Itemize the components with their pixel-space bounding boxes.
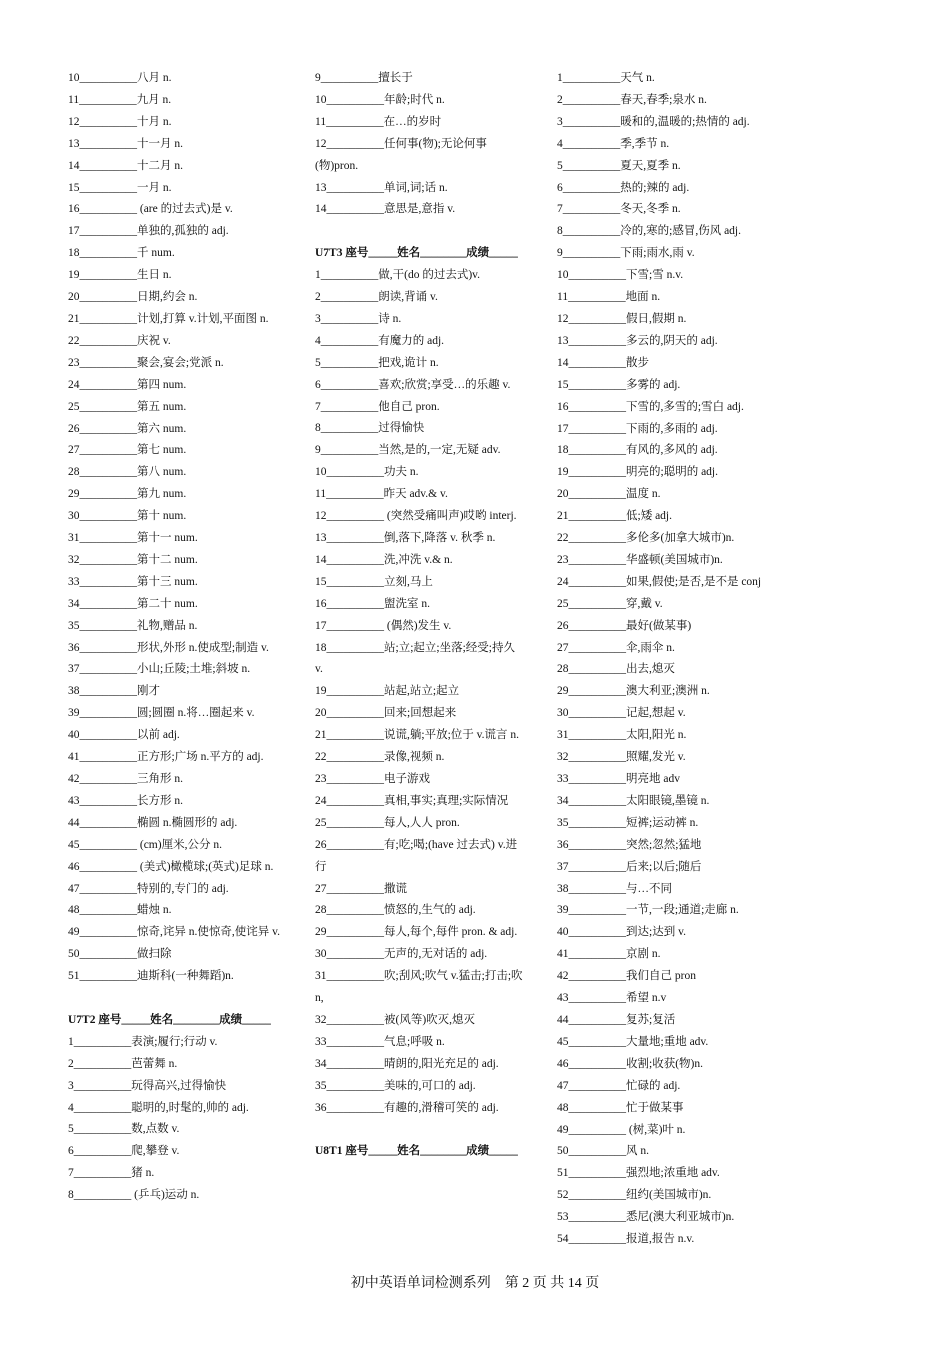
vocab-item: 5__________夏天,夏季 n. <box>557 159 681 172</box>
vocab-item: 19__________生日 n. <box>68 269 172 282</box>
column-2 <box>315 68 523 1163</box>
vocab-item: 46__________ (美式)橄榄球;(英式)足球 n. <box>68 860 274 873</box>
vocab-item: 5__________数,点数 v. <box>68 1123 180 1136</box>
vocab-item: 42__________我们自己 pron <box>557 970 696 983</box>
section-header-u8t1: U8T1 座号_____姓名________成绩_____ <box>315 1145 518 1158</box>
section-header-u7t3: U7T3 座号_____姓名________成绩_____ <box>315 247 518 260</box>
vocab-item: 16__________ (are 的过去式)是 v. <box>68 203 233 216</box>
vocab-item: 25__________第五 num. <box>68 400 187 413</box>
vocab-item: 2__________春天,春季;泉水 n. <box>557 93 707 106</box>
vocab-item: 33__________气息;呼吸 n. <box>315 1035 445 1048</box>
vocab-item: 36__________突然;忽然;猛地 <box>557 838 702 851</box>
vocab-item: 13__________多云的,阴天的 adj. <box>557 334 718 347</box>
vocab-item: 4__________有魔力的 adj. <box>315 334 445 347</box>
item-list-3 <box>557 68 772 1251</box>
vocab-item: 32__________照耀,发光 v. <box>557 751 686 764</box>
vocab-item: 9__________擅长于 <box>315 72 413 84</box>
vocab-item: 31__________吹;刮风;吹气 v.猛击;打击;吹 n, <box>315 970 523 1005</box>
vocab-item: 28__________出去,熄灭 <box>557 663 675 676</box>
vocab-item: 21__________低;矮 adj. <box>557 510 672 523</box>
vocab-item: 18__________站;立;起立;坐落;经受;持久 v. <box>315 641 515 676</box>
vocab-item: 23__________华盛顿(美国城市)n. <box>557 553 723 566</box>
vocab-item: 29__________每人,每个,每件 pron. & adj. <box>315 926 518 939</box>
vocab-item: 10__________八月 n. <box>68 72 172 84</box>
vocab-item: 5__________把戏,诡计 n. <box>315 356 439 369</box>
vocab-item: 45__________ (cm)厘米,公分 n. <box>68 838 222 851</box>
vocab-item: 16__________下雪的,多雪的;雪白 adj. <box>557 400 744 413</box>
item-list-u7t2 <box>68 1032 283 1207</box>
vocab-item: 12__________ (突然受痛叫声)哎哟 interj. <box>315 510 517 523</box>
vocab-item: 25__________穿,戴 v. <box>557 597 663 610</box>
vocab-item: 38__________与…不同 <box>557 882 672 895</box>
vocab-item: 21__________说谎,躺;平放;位于 v.谎言 n. <box>315 729 520 742</box>
vocab-item: 10__________下雪;雪 n.v. <box>557 269 684 282</box>
vocab-item: 11__________在…的岁时 <box>315 115 442 128</box>
vocab-item: 34__________第二十 num. <box>68 597 198 610</box>
vocab-item: 13__________倒,落下,降落 v. 秋季 n. <box>315 532 496 545</box>
vocab-item: 44__________复苏;复活 <box>557 1013 676 1026</box>
item-list-1 <box>68 68 283 988</box>
vocab-item: 42__________三角形 n. <box>68 773 183 785</box>
vocab-item: 1__________表演;履行;行动 v. <box>68 1035 218 1048</box>
vocab-item: 51__________强烈地;浓重地 adv. <box>557 1167 720 1180</box>
vocab-item: 51__________迪斯科(一种舞蹈)n. <box>68 970 234 983</box>
vocab-item: 7__________冬天,冬季 n. <box>557 203 681 216</box>
column-3 <box>557 68 772 1251</box>
vocab-item: 36__________有趣的,滑稽可笑的 adj. <box>315 1101 499 1114</box>
vocab-item: 30__________第十 num. <box>68 510 187 523</box>
vocab-item: 41__________正方形;广场 n.平方的 adj. <box>68 751 264 764</box>
vocab-item: 33__________明亮地 adv <box>557 773 680 785</box>
vocab-item: 10__________年龄;时代 n. <box>315 93 445 106</box>
item-list-2 <box>315 68 523 221</box>
vocab-item: 30__________记起,想起 v. <box>557 707 686 720</box>
vocab-item: 44__________椭圆 n.椭圆形的 adj. <box>68 816 238 829</box>
vocab-item: 4__________聪明的,时髦的,帅的 adj. <box>68 1101 249 1114</box>
vocab-item: 15__________一月 n. <box>68 181 172 194</box>
vocab-item: 34__________晴朗的,阳光充足的 adj. <box>315 1057 499 1070</box>
vocab-item: 14__________散步 <box>557 356 649 369</box>
vocab-item: 2__________芭蕾舞 n. <box>68 1057 178 1070</box>
vocab-item: 39__________一节,一段;通道;走廊 n. <box>557 904 739 917</box>
vocab-item: 13__________单词,词;话 n. <box>315 181 448 194</box>
vocab-item: 8__________ (乒乓)运动 n. <box>68 1189 200 1202</box>
vocab-item: 7__________他自己 pron. <box>315 400 440 413</box>
vocab-item: 24__________第四 num. <box>68 378 187 391</box>
vocab-item: 6__________热的;辣的 adj. <box>557 181 690 194</box>
vocab-item: 32__________第十二 num. <box>68 553 198 566</box>
vocab-item: 31__________第十一 num. <box>68 532 198 545</box>
vocab-item: 24__________真相,事实;真理;实际情况 <box>315 794 509 807</box>
vocab-item: 9__________下雨;雨水,雨 v. <box>557 247 695 260</box>
vocab-item: 14__________十二月 n. <box>68 159 183 172</box>
vocab-item: 40__________到达;达到 v. <box>557 926 686 939</box>
vocab-item: 26__________第六 num. <box>68 422 187 435</box>
vocab-item: 8__________冷的,寒的;感冒,伤风 adj. <box>557 225 741 238</box>
vocab-item: 15__________多雾的 adj. <box>557 378 681 391</box>
vocab-item: 9__________当然,是的,一定,无疑 adv. <box>315 444 501 457</box>
vocab-item: 47__________特别的,专门的 adj. <box>68 882 229 895</box>
section-header-u7t2: U7T2 座号_____姓名________成绩_____ <box>68 1013 271 1026</box>
vocab-item: 50__________风 n. <box>557 1145 649 1158</box>
vocab-item: 6__________喜欢;欣赏;享受…的乐趣 v. <box>315 378 511 391</box>
vocab-item: 49__________惊奇,诧异 n.使惊奇,使诧异 v. <box>68 926 281 939</box>
vocab-item: 27__________第七 num. <box>68 444 187 457</box>
vocab-item: 14__________洗,冲洗 v.& n. <box>315 553 453 566</box>
vocab-item: 46__________收割;收获(物)n. <box>557 1057 703 1070</box>
vocab-item: 17__________下雨的,多雨的 adj. <box>557 422 718 435</box>
vocab-item: 11__________九月 n. <box>68 93 172 106</box>
vocab-item: 37__________小山;丘陵;土堆;斜坡 n. <box>68 663 251 676</box>
vocab-item: 34__________太阳眼镜,墨镜 n. <box>557 794 710 807</box>
vocab-item: 49__________ (树,菜)叶 n. <box>557 1123 686 1136</box>
vocab-item: 48__________忙于做某事 <box>557 1101 684 1114</box>
vocab-item: 7__________猪 n. <box>68 1167 155 1180</box>
vocab-item: 40__________以前 adj. <box>68 729 180 742</box>
vocab-item: 12__________假日,假期 n. <box>557 312 687 325</box>
vocab-item: 29__________第九 num. <box>68 488 187 501</box>
vocab-item: 30__________无声的,无对话的 adj. <box>315 948 488 961</box>
column-1 <box>68 68 283 1207</box>
vocab-item: 12__________任何事(物);无论何事(物)pron. <box>315 137 487 172</box>
vocab-item: 41__________京剧 n. <box>557 948 661 961</box>
vocab-item: 35__________美味的,可口的 adj. <box>315 1079 476 1092</box>
vocab-item: 3__________诗 n. <box>315 312 402 325</box>
vocab-item: 19__________站起,站立;起立 <box>315 685 460 698</box>
vocab-item: 8__________过得愉快 <box>315 422 425 435</box>
vocab-item: 1__________做,干(do 的过去式)v. <box>315 269 481 282</box>
vocab-item: 39__________圆;圆圈 n.将…圈起来 v. <box>68 707 255 720</box>
vocab-item: 27__________伞,雨伞 n. <box>557 641 675 654</box>
vocab-item: 19__________明亮的;聪明的 adj. <box>557 466 718 479</box>
vocab-item: 20__________回来;回想起来 <box>315 707 457 720</box>
vocab-item: 22__________庆祝 v. <box>68 334 171 347</box>
vocab-item: 18__________千 num. <box>68 247 175 260</box>
vocab-item: 14__________意思是,意指 v. <box>315 203 456 216</box>
vocab-item: 43__________希望 n.v <box>557 992 667 1005</box>
vocab-item: 3__________玩得高兴,过得愉快 <box>68 1079 227 1092</box>
footer-page-number: 第 2 页 共 14 页 <box>504 1276 600 1291</box>
vocab-item: 31__________太阳,阳光 n. <box>557 729 687 742</box>
vocab-item: 47__________忙碌的 adj. <box>557 1079 681 1092</box>
vocab-item: 24__________如果,假使;是否,是不是 conj <box>557 575 762 588</box>
vocab-item: 17__________ (偶然)发生 v. <box>315 619 452 632</box>
vocab-item: 20__________日期,约会 n. <box>68 291 198 304</box>
vocab-item: 36__________形状,外形 n.使成型;制造 v. <box>68 641 269 654</box>
vocab-item: 53__________悉尼(澳大利亚城市)n. <box>557 1211 735 1224</box>
vocab-item: 38__________刚才 <box>68 685 160 698</box>
vocab-item: 48__________蜡烛 n. <box>68 904 172 917</box>
vocab-item: 50__________做扫除 <box>68 948 172 961</box>
vocab-item: 20__________温度 n. <box>557 488 661 501</box>
vocab-item: 33__________第十三 num. <box>68 575 198 588</box>
vocab-item: 54__________报道,报告 n.v. <box>557 1233 695 1246</box>
footer-title: 初中英语单词检测系列 <box>350 1276 491 1291</box>
vocab-item: 35__________短裤;运动裤 n. <box>557 816 699 829</box>
vocab-item: 43__________长方形 n. <box>68 794 183 807</box>
vocab-item: 26__________最好(做某事) <box>557 619 692 632</box>
vocab-item: 37__________后来;以后;随后 <box>557 860 702 873</box>
vocab-item: 28__________愤怒的,生气的 adj. <box>315 904 476 917</box>
vocab-item: 4__________季,季节 n. <box>557 137 670 150</box>
vocab-item: 25__________每人,人人 pron. <box>315 816 460 829</box>
vocab-item: 11__________地面 n. <box>557 291 661 304</box>
page-footer <box>0 1272 950 1292</box>
vocab-item: 35__________礼物,赠品 n. <box>68 619 198 632</box>
vocab-item: 22__________多伦多(加拿大城市)n. <box>557 532 735 545</box>
item-list-u7t3 <box>315 265 523 1119</box>
vocab-item: 13__________十一月 n. <box>68 137 183 150</box>
vocab-item: 3__________暖和的,温暖的;热情的 adj. <box>557 115 750 128</box>
vocab-item: 52__________纽约(美国城市)n. <box>557 1189 712 1202</box>
vocab-item: 26__________有;吃;喝;(have 过去式) v.进行 <box>315 838 518 873</box>
vocab-item: 2__________朗读,背诵 v. <box>315 291 438 304</box>
vocab-item: 45__________大量地;重地 adv. <box>557 1035 709 1048</box>
vocab-item: 23__________聚会,宴会;党派 n. <box>68 356 224 369</box>
vocab-item: 32__________被(风等)吹灭,熄灭 <box>315 1013 476 1026</box>
vocab-item: 28__________第八 num. <box>68 466 187 479</box>
vocab-item: 21__________计划,打算 v.计划,平面图 n. <box>68 312 269 325</box>
vocab-item: 22__________录像,视频 n. <box>315 751 445 764</box>
vocab-item: 10__________功夫 n. <box>315 466 419 479</box>
vocab-item: 23__________电子游戏 <box>315 772 430 785</box>
vocab-item: 27__________撒谎 <box>315 882 407 895</box>
vocab-item: 16__________盥洗室 n. <box>315 597 430 610</box>
vocab-item: 12__________十月 n. <box>68 115 172 128</box>
vocab-item: 18__________有风的,多风的 adj. <box>557 444 718 457</box>
vocab-item: 1__________天气 n. <box>557 72 655 84</box>
vocab-item: 17__________单独的,孤独的 adj. <box>68 225 229 238</box>
vocab-item: 6__________爬,攀登 v. <box>68 1145 180 1158</box>
vocab-item: 11__________昨天 adv.& v. <box>315 488 448 501</box>
vocab-item: 15__________立刻,马上 <box>315 575 433 588</box>
vocab-item: 29__________澳大利亚;澳洲 n. <box>557 685 710 698</box>
